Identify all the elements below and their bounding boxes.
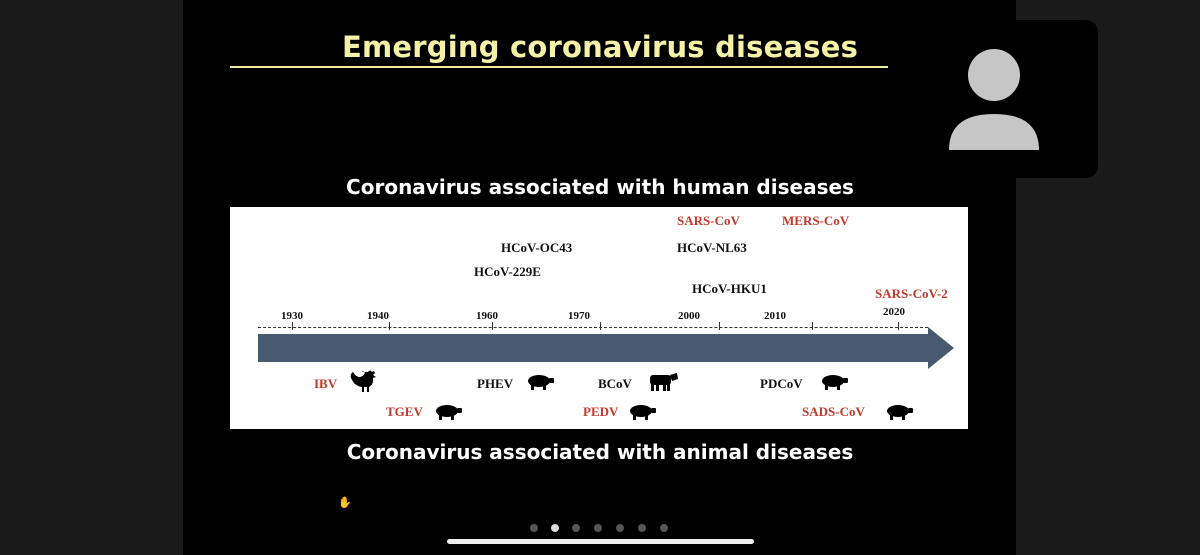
year-tick: [812, 322, 813, 330]
label-ibv: IBV: [314, 376, 338, 391]
pager-dot[interactable]: [594, 524, 602, 532]
participant-video-tile[interactable]: [935, 20, 1098, 178]
label-pedv: PEDV: [583, 404, 619, 419]
hand-cursor-icon: ✋: [338, 496, 352, 509]
home-indicator[interactable]: [447, 539, 754, 544]
year-label: 1930: [281, 310, 303, 322]
label-pdcov: PDCoV: [760, 376, 803, 391]
year-tick: [719, 322, 720, 330]
year-label: 2020: [883, 306, 905, 318]
label-hcov-229e: HCoV-229E: [474, 264, 541, 279]
pager-dot[interactable]: [660, 524, 668, 532]
year-tick: [898, 322, 899, 330]
human-diseases-heading: Coronavirus associated with human diseases: [346, 175, 854, 199]
label-hcov-oc43: HCoV-OC43: [501, 240, 573, 255]
year-tick: [389, 322, 390, 330]
year-tick: [600, 322, 601, 330]
pager-dot[interactable]: [530, 524, 538, 532]
year-tick: [292, 322, 293, 330]
timeline-figure: [230, 207, 968, 429]
pig-icon: [627, 403, 657, 421]
label-phev: PHEV: [477, 376, 514, 391]
pager-dot[interactable]: [572, 524, 580, 532]
animal-diseases-heading: Coronavirus associated with animal diseases: [346, 440, 854, 464]
label-mers-cov: MERS-CoV: [782, 213, 850, 228]
label-sars-cov-2: SARS-CoV-2: [875, 286, 948, 301]
year-label: 2000: [678, 310, 700, 322]
label-hcov-nl63: HCoV-NL63: [677, 240, 747, 255]
label-sads-cov: SADS-CoV: [802, 404, 865, 419]
pager-dot[interactable]: [638, 524, 646, 532]
pig-icon: [819, 373, 849, 391]
year-label: 1940: [367, 310, 389, 322]
rooster-icon: [348, 369, 378, 395]
label-bcov: BCoV: [598, 376, 632, 391]
year-label: 1970: [568, 310, 590, 322]
year-label: 1960: [476, 310, 498, 322]
pager-dot[interactable]: [616, 524, 624, 532]
timeline-arrow: [258, 334, 928, 362]
timeline-arrow-head: [928, 327, 954, 369]
pager-dot-active[interactable]: [551, 524, 559, 532]
label-hcov-hku1: HCoV-HKU1: [692, 281, 767, 296]
label-sars-cov: SARS-CoV: [677, 213, 740, 228]
pig-icon: [525, 373, 555, 391]
title-underline: [230, 66, 888, 68]
avatar-placeholder-icon: [947, 46, 1041, 152]
timeline-axis: [258, 327, 928, 328]
year-tick: [492, 322, 493, 330]
label-tgev: TGEV: [386, 404, 423, 419]
pig-icon: [433, 403, 463, 421]
pig-icon: [884, 403, 914, 421]
slide-title: Emerging coronavirus diseases: [341, 30, 859, 64]
cow-icon: [647, 370, 679, 392]
year-label: 2010: [764, 310, 786, 322]
